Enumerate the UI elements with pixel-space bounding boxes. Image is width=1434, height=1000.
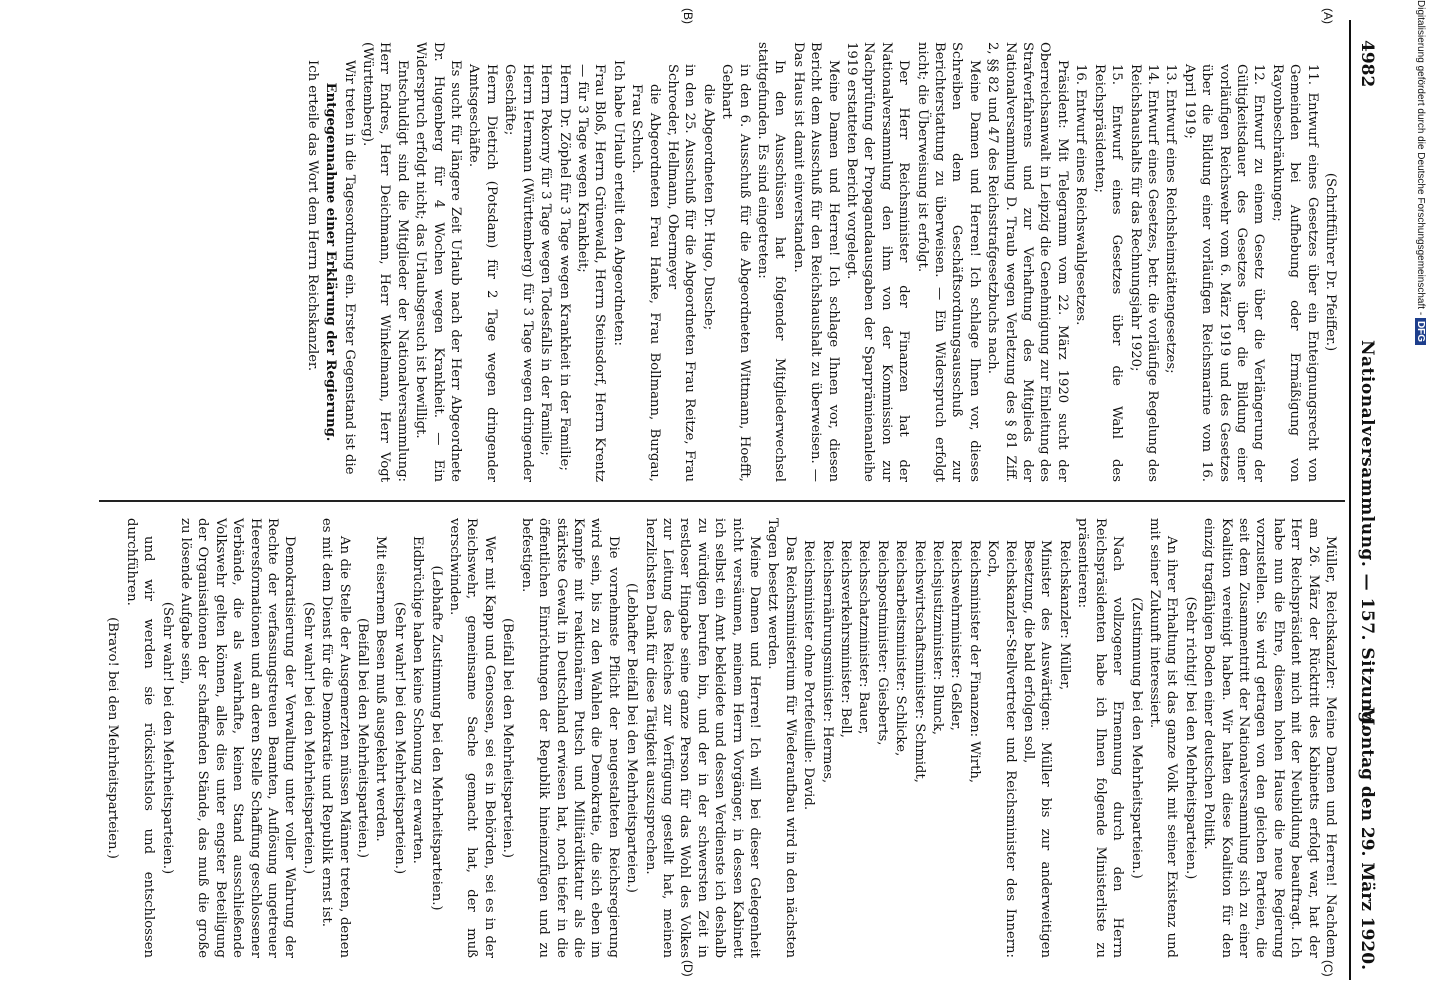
paragraph: Das Reichsministerium für Wiederaufbau wird in den nächsten Tagen besetzt werden.: [765, 518, 798, 958]
paragraph: Meine Damen und Herren! Ich schlage Ihnen vor, dieses Schreiben dem Geschäftsordnungsausschuß zur Berichterstattung zu überweisen. — Ein Widerspruch erfolgt nicht; die Überweisung ist erfolgt.: [914, 42, 982, 482]
paragraph: Meine Damen und Herren! Ich schlage Ihnen vor, diesen Bericht dem Ausschuß für den Reichshaushalt zu überweisen. — Das Haus ist damit einverstanden.: [790, 42, 841, 482]
credit-text: Digitalisierung gefördert durch die Deutsche Forschungsgemeinschaft -: [1415, 0, 1426, 316]
minister-entry: Reichswirtschaftsminister: Schmidt,: [911, 540, 927, 783]
left-column: [302, 42, 1339, 482]
paragraph: Demokratisierung der Verwaltung unter voller Wahrung der Rechte der verfassungstreuen Beamten, Auflösung ungetreuer Heeresformationen und an deren Stelle Schaffung geschlossener Verbände, die als wahrhafte, keinen Stand ausschließende Volkswehr gelten können, alles dies unter engster Beteiligung der Organisationen der schaffenden Stände, das muß die große zu lösende Aufgabe sein,: [178, 518, 298, 958]
minister-entry: Reichskanzler: Müller,: [1056, 540, 1072, 691]
leave-entry: Herrn Pokorny für 3 Tage wegen Todesfalls in der Familie;: [538, 64, 554, 456]
minister-entry: Minister des Auswärtigen: Müller bis zur anderweitigen Besetzung, die bald erfolgen soll,: [1021, 540, 1054, 958]
margin-mark-b: (B): [681, 8, 695, 24]
leave-entry: Herrn Dr. Zöphel für 3 Tage wegen Krankheit in der Familie;: [556, 64, 572, 471]
page-header: [1347, 40, 1387, 970]
agenda-item: 14. Entwurf eines Gesetzes, betr. die vorläufige Regelung des Reichshaushalts für das Rechnungsjahr 1920;: [1127, 64, 1160, 482]
minister-entry: Reichswehrminister: Geßler,: [948, 540, 964, 731]
minister-entry: Reichsernährungsminister: Hermes,: [819, 540, 835, 784]
agenda-item: 11. Entwurf eines Gesetzes über ein Enteignungsrecht von Gemeinden bei Aufhebung oder Ermäßigung von Rayonbeschränkungen;: [1269, 64, 1320, 482]
paragraph: An ihrer Erhaltung ist das ganze Volk mit seiner Existenz und mit seiner Zukunft interessiert.: [1146, 518, 1180, 958]
right-column: [103, 518, 1339, 958]
minister-entry: Reichsschatzminister: Bauer,: [856, 540, 872, 735]
session-title: Nationalversammlung. — 157. Sitzung.: [1357, 340, 1377, 731]
paragraph: Es sucht für längere Zeit Urlaub nach der Herr Abgeordnete Dr. Hugenberg für 4 Wochen wegen Krankheit. — Ein Widerspruch erfolgt nicht; das Urlaubsgesuch ist bewilligt.: [413, 42, 464, 482]
leave-entry: Frau Bloß, Herrn Grünewald, Herrn Steinsdorf, Herrn Krentz — für 3 Tage wegen Krankheit;: [574, 64, 608, 482]
margin-mark-d: (D): [681, 960, 695, 977]
page-number: 4982: [1357, 40, 1377, 88]
agenda-item: 13. Entwurf eines Reichsheimstättengesetzes;: [1163, 64, 1179, 374]
paragraph: in den 6. Ausschuß für die Abgeordneten Wittmann, Hoefft, Gebhart: [719, 64, 752, 482]
paragraph: und wir werden sie rücksichtslos und entschlossen durchführen.: [123, 518, 157, 958]
paragraph: An die Stelle der Ausgemerzten müssen Männer treten, denen es mit dem Dienst für die Demokratie und Republik ernst ist.: [319, 518, 352, 958]
interjection: (Sehr wahr! bei den Mehrheitsparteien.): [159, 601, 175, 875]
minister-entry: Reichsjustizminister: Blunck,: [930, 540, 946, 736]
paragraph: Präsident: Mit Telegramm vom 22. März 1920 sucht der Oberreichsanwalt in Leipzig die Genehmigung zur Einleitung des Strafverfahrens und zur Verhaftung des Mitglieds der Nationalversammlung D. Traub wegen Verletzung des § 81 Ziff. 2, §§ 82 und 47 des Reichsstrafgesetzbuchs nach.: [985, 42, 1070, 482]
paragraph: In den Ausschüssen hat folgender Mitgliederwechsel stattgefunden. Es sind eingetreten:: [755, 42, 788, 482]
interjection: (Beifall bei den Mehrheitsparteien.): [500, 617, 516, 859]
minister-entry: Reichsverkehrsminister: Bell,: [838, 540, 854, 738]
digitization-credit: [1412, 0, 1426, 1000]
paragraph: Nach vollzogener Ernennung durch den Herrn Reichspräsidenten habe ich Ihnen folgende Ministerliste zu präsentieren:: [1075, 518, 1126, 958]
paragraph: Mit eisernem Besen muß ausgekehrt werden.: [373, 536, 389, 842]
minister-entry: Reichsminister ohne Portefeuille: David.: [801, 540, 817, 811]
paragraph: die Abgeordneten Dr. Hugo, Dusche;: [700, 84, 716, 331]
interjection: (Sehr wahr! bei den Mehrheitsparteien.): [391, 601, 407, 875]
interjection: (Sehr richtig! bei den Mehrheitsparteien.): [1182, 596, 1198, 880]
agenda-item: 12. Entwurf zu einem Gesetz über die Verlängerung der Gültigkeitsdauer des Gesetzes über die Bildung einer vorläufigen Reichswehr vom 6. März 1919 und des Gesetzes über die Bildung einer vorläufigen Reichsmarine vom 16. April 1919;: [1181, 64, 1267, 482]
interjection: (Lebhafter Beifall bei den Mehrheitsparteien.): [624, 583, 640, 893]
paragraph: Wir treten in die Tagesordnung ein. Erster Gegenstand ist die: [341, 60, 357, 475]
agenda-item: 15. Entwurf eines Gesetzes über die Wahl des Reichspräsidenten;: [1091, 64, 1125, 482]
paragraph: Müller, Reichskanzler: Meine Damen und Herren! Nachdem am 26. März der Rücktritt des Kabinetts erfolgt war, hat der Herr Reichspräsident mich mit der Neubildung beauftragt. Ich habe nun die Ehre, diesem hohen Hause die neue Regierung vorzustellen. Sie wird getragen von den gleichen Parteien, die seit dem Zusammentritt der Nationalversammlung sich zu einer Koalition vereinigt haben. Wir halten diese Koalition für den einzig tragfähigen Boden einer deutschen Politik.: [1201, 518, 1338, 958]
paragraph: Wer mit Kapp und Genossen, sei es in Behörden, sei es in der Reichswehr, gemeinsame Sache gemacht hat, der muß verschwinden.: [447, 518, 497, 958]
minister-entry: Reichspostminister: Giesberts,: [874, 540, 890, 746]
minister-entry: Reichskanzler-Stellvertreter und Reichsminister des Innern: Koch,: [985, 540, 1018, 958]
margin-mark-a: (A): [1321, 8, 1335, 24]
paragraph: Ich habe Urlaub erteilt den Abgeordneten:: [610, 60, 626, 347]
dfg-logo: DFG: [1415, 318, 1426, 345]
interjection: (Beifall bei den Mehrheitsparteien.): [355, 617, 371, 859]
paragraph: Der Herr Reichsminister der Finanzen hat der Nationalversammlung den ihm von der Kommission zur Nachprüfung der Propagandaausgaben der Sparprämienanleihe 1919 erstatteten Bericht vorgelegt.: [844, 42, 912, 482]
margin-mark-c: (C): [1321, 960, 1335, 977]
interjection: (Zustimmung bei den Mehrheitsparteien.): [1128, 597, 1144, 879]
paragraph: Die vornehmste Pflicht der neugestalteten Reichsregierung wird sein, bis zu den Wahlen die Demokratie, die sich eben im Kampfe mit reaktionärem Putsch und Militärdiktatur als die stärkste Gewalt in Deutschland erwiesen hat, noch tiefer in die öffentlichen Einrichtungen der Republik hineinzufügen und zu befestigen.: [518, 518, 621, 958]
paragraph: Entschuldigt sind die Mitglieder der Nationalversammlung: Herr Endres, Herr Deichmann, Herr Winkelmann, Herr Vogt (Württemberg).: [360, 42, 410, 482]
minister-entry: Reichsarbeitsminister: Schlicke,: [893, 540, 909, 757]
paragraph: Meine Damen und Herren! Ich will bei dieser Gelegenheit nicht versäumen, meinem Herrn Vorgänger, in dessen Kabinett ich selbst ein Amt bekleidete und dessen Verdienste ich deshalb zu würdigen berufen bin, und der in der schwersten Zeit in restloser Hingabe seine ganze Person für das Wohl des Volkes zur Leitung des Reiches zur Verfügung gestellt hat, meinen herzlichsten Dank für diese Tätigkeit auszusprechen.: [642, 518, 762, 958]
interjection: (Lebhafte Zustimmung bei den Mehrheitsparteien.): [428, 565, 444, 911]
session-date: Montag den 29. März 1920.: [1357, 706, 1377, 970]
header-rule: [1349, 20, 1351, 980]
paragraph: Eidbrüchige haben keine Schonung zu erwarten.: [410, 536, 426, 864]
paragraph: Ich erteile das Wort dem Herrn Reichskanzler.: [304, 60, 320, 372]
column-separator: [99, 500, 1345, 502]
paragraph: in den 25. Ausschuß für die Abgeordneten Frau Reitze, Frau Schroeder, Hellmann, Obermeyer: [664, 64, 698, 482]
leave-entry: Herrn Dietrich (Potsdam) für 2 Tage wegen dringender Amtsgeschäfte.: [466, 64, 499, 482]
interjection: (Sehr wahr! bei den Mehrheitsparteien.): [300, 601, 316, 875]
minister-entry: Reichsminister der Finanzen: Wirth,: [966, 540, 982, 784]
section-heading: Entgegennahme einer Erklärung der Regierung.: [323, 82, 339, 442]
rotated-page: [85, 0, 1395, 1000]
interjection: (Bravo! bei den Mehrheitsparteien.): [105, 617, 121, 859]
agenda-item: 16. Entwurf eines Reichswahlgesetzes.: [1073, 64, 1089, 326]
leave-entry: Herrn Hermann (Württemberg) für 3 Tage wegen dringender Geschäfte;: [502, 64, 535, 482]
paragraph: (Schriftführer Dr. Pfeiffer.): [1323, 172, 1338, 352]
paragraph: die Abgeordneten Frau Hanke, Frau Bollmann, Burgau, Frau Schuch.: [629, 84, 662, 482]
